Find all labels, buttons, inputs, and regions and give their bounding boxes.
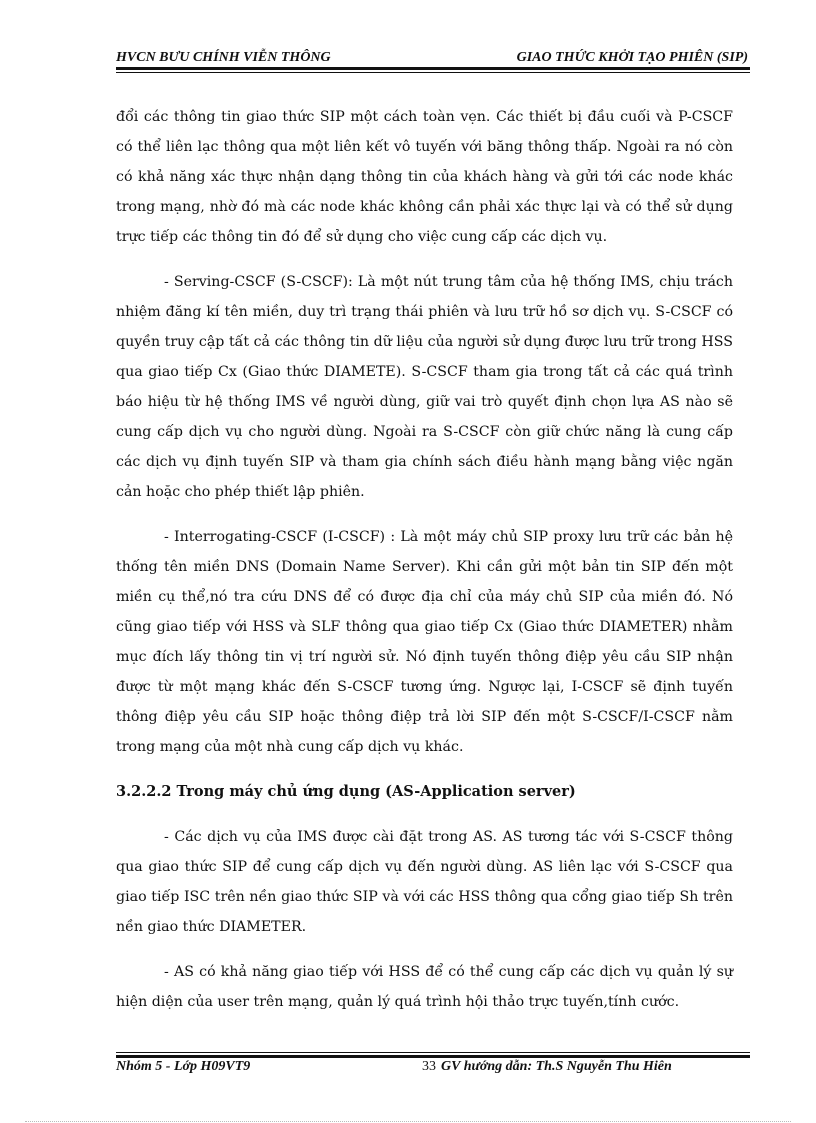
paragraph-serving-cscf: - Serving-CSCF (S-CSCF): Là một nút trung tâm của hệ thống IMS, chịu trách nhiệm đăng kí tên miền, duy trì trạng thái phiên và lưu trữ hồ sơ dịch vụ. S-CSCF có quyền truy cập tất cả các thông tin dữ liệu của người sử dụng được lưu trữ trong HSS qua giao tiếp Cx (Giao thức DIAMETE). S-CSCF tham gia trong tất cả các quá trình báo hiệu từ hệ thống IMS về người dùng, giữ vai trò quyết định chọn lựa AS nào sẽ cung cấp dịch vụ cho người dùng. Ngoài ra S-CSCF còn giữ chức năng là cung cấp các dịch vụ định tuyến SIP và tham gia chính sách điều hành mạng bằng việc ngăn cản hoặc cho phép thiết lập phiên. xyxy=(116,274,733,500)
header-divider-thick xyxy=(116,67,750,70)
paragraph-as-hss: - AS có khả năng giao tiếp với HSS để có thể cung cấp các dịch vụ quản lý sự hiện diện của user trên mạng, quản lý quá trình hội thảo trực tuyến,tính cước. xyxy=(116,964,733,1010)
footer-instructor: GV hướng dẫn: Th.S Nguyễn Thu Hiên xyxy=(441,1059,672,1074)
header-institution: HVCN BƯU CHÍNH VIỄN THÔNG xyxy=(116,50,331,65)
paragraph-interrogating-cscf: - Interrogating-CSCF (I-CSCF) : Là một máy chủ SIP proxy lưu trữ các bản hệ thống tên miền DNS (Domain Name Server). Khi cần gửi một bản tin SIP đến một miền cụ thể,nó tra cứu DNS để có được địa chỉ của máy chủ SIP của miền đó. Nó cũng giao tiếp với HSS và SLF thông qua giao tiếp Cx (Giao thức DIAMETER) nhằm mục đích lấy thông tin vị trí người sử. Nó định tuyến thông điệp yêu cầu SIP nhận được từ một mạng khác đến S-CSCF tương ứng. Ngược lại, I-CSCF sẽ định tuyến thông điệp yêu cầu SIP hoặc thông điệp trả lời SIP đến một S-CSCF/I-CSCF nằm trong mạng của một nhà cung cấp dịch vụ khác. xyxy=(116,529,733,755)
footer-divider-thin xyxy=(116,1052,750,1053)
page-bottom-edge xyxy=(25,1121,791,1122)
page-footer xyxy=(116,1059,750,1077)
footer-divider-thick xyxy=(116,1055,750,1058)
section-heading: 3.2.2.2 Trong máy chủ ứng dụng (AS-Application server) xyxy=(116,783,576,800)
footer-group-class: Nhóm 5 - Lớp H09VT9 xyxy=(116,1059,251,1074)
header-divider-thin xyxy=(116,72,750,73)
paragraph-pcscf-continued: đổi các thông tin giao thức SIP một cách toàn vẹn. Các thiết bị đầu cuối và P-CSCF có thể liên lạc thông qua một liên kết vô tuyến với băng thông thấp. Ngoài ra nó còn có khả năng xác thực nhận dạng thông tin của khách hàng và gửi tới các node khác trong mạng, nhờ đó mà các node khác không cần phải xác thực lại và có thể sử dụng trực tiếp các thông tin đó để sử dụng cho việc cung cấp các dịch vụ. xyxy=(116,109,733,245)
header-document-title: GIAO THỨC KHỞI TẠO PHIÊN (SIP) xyxy=(516,50,748,65)
page-number: 33 xyxy=(422,1059,436,1074)
paragraph-as-services: - Các dịch vụ của IMS được cài đặt trong AS. AS tương tác với S-CSCF thông qua giao thức SIP để cung cấp dịch vụ đến người dùng. AS liên lạc với S-CSCF qua giao tiếp ISC trên nền giao thức SIP và với các HSS thông qua cổng giao tiếp Sh trên nền giao thức DIAMETER. xyxy=(116,829,733,935)
page-header xyxy=(116,50,750,68)
document-body xyxy=(116,102,733,1032)
